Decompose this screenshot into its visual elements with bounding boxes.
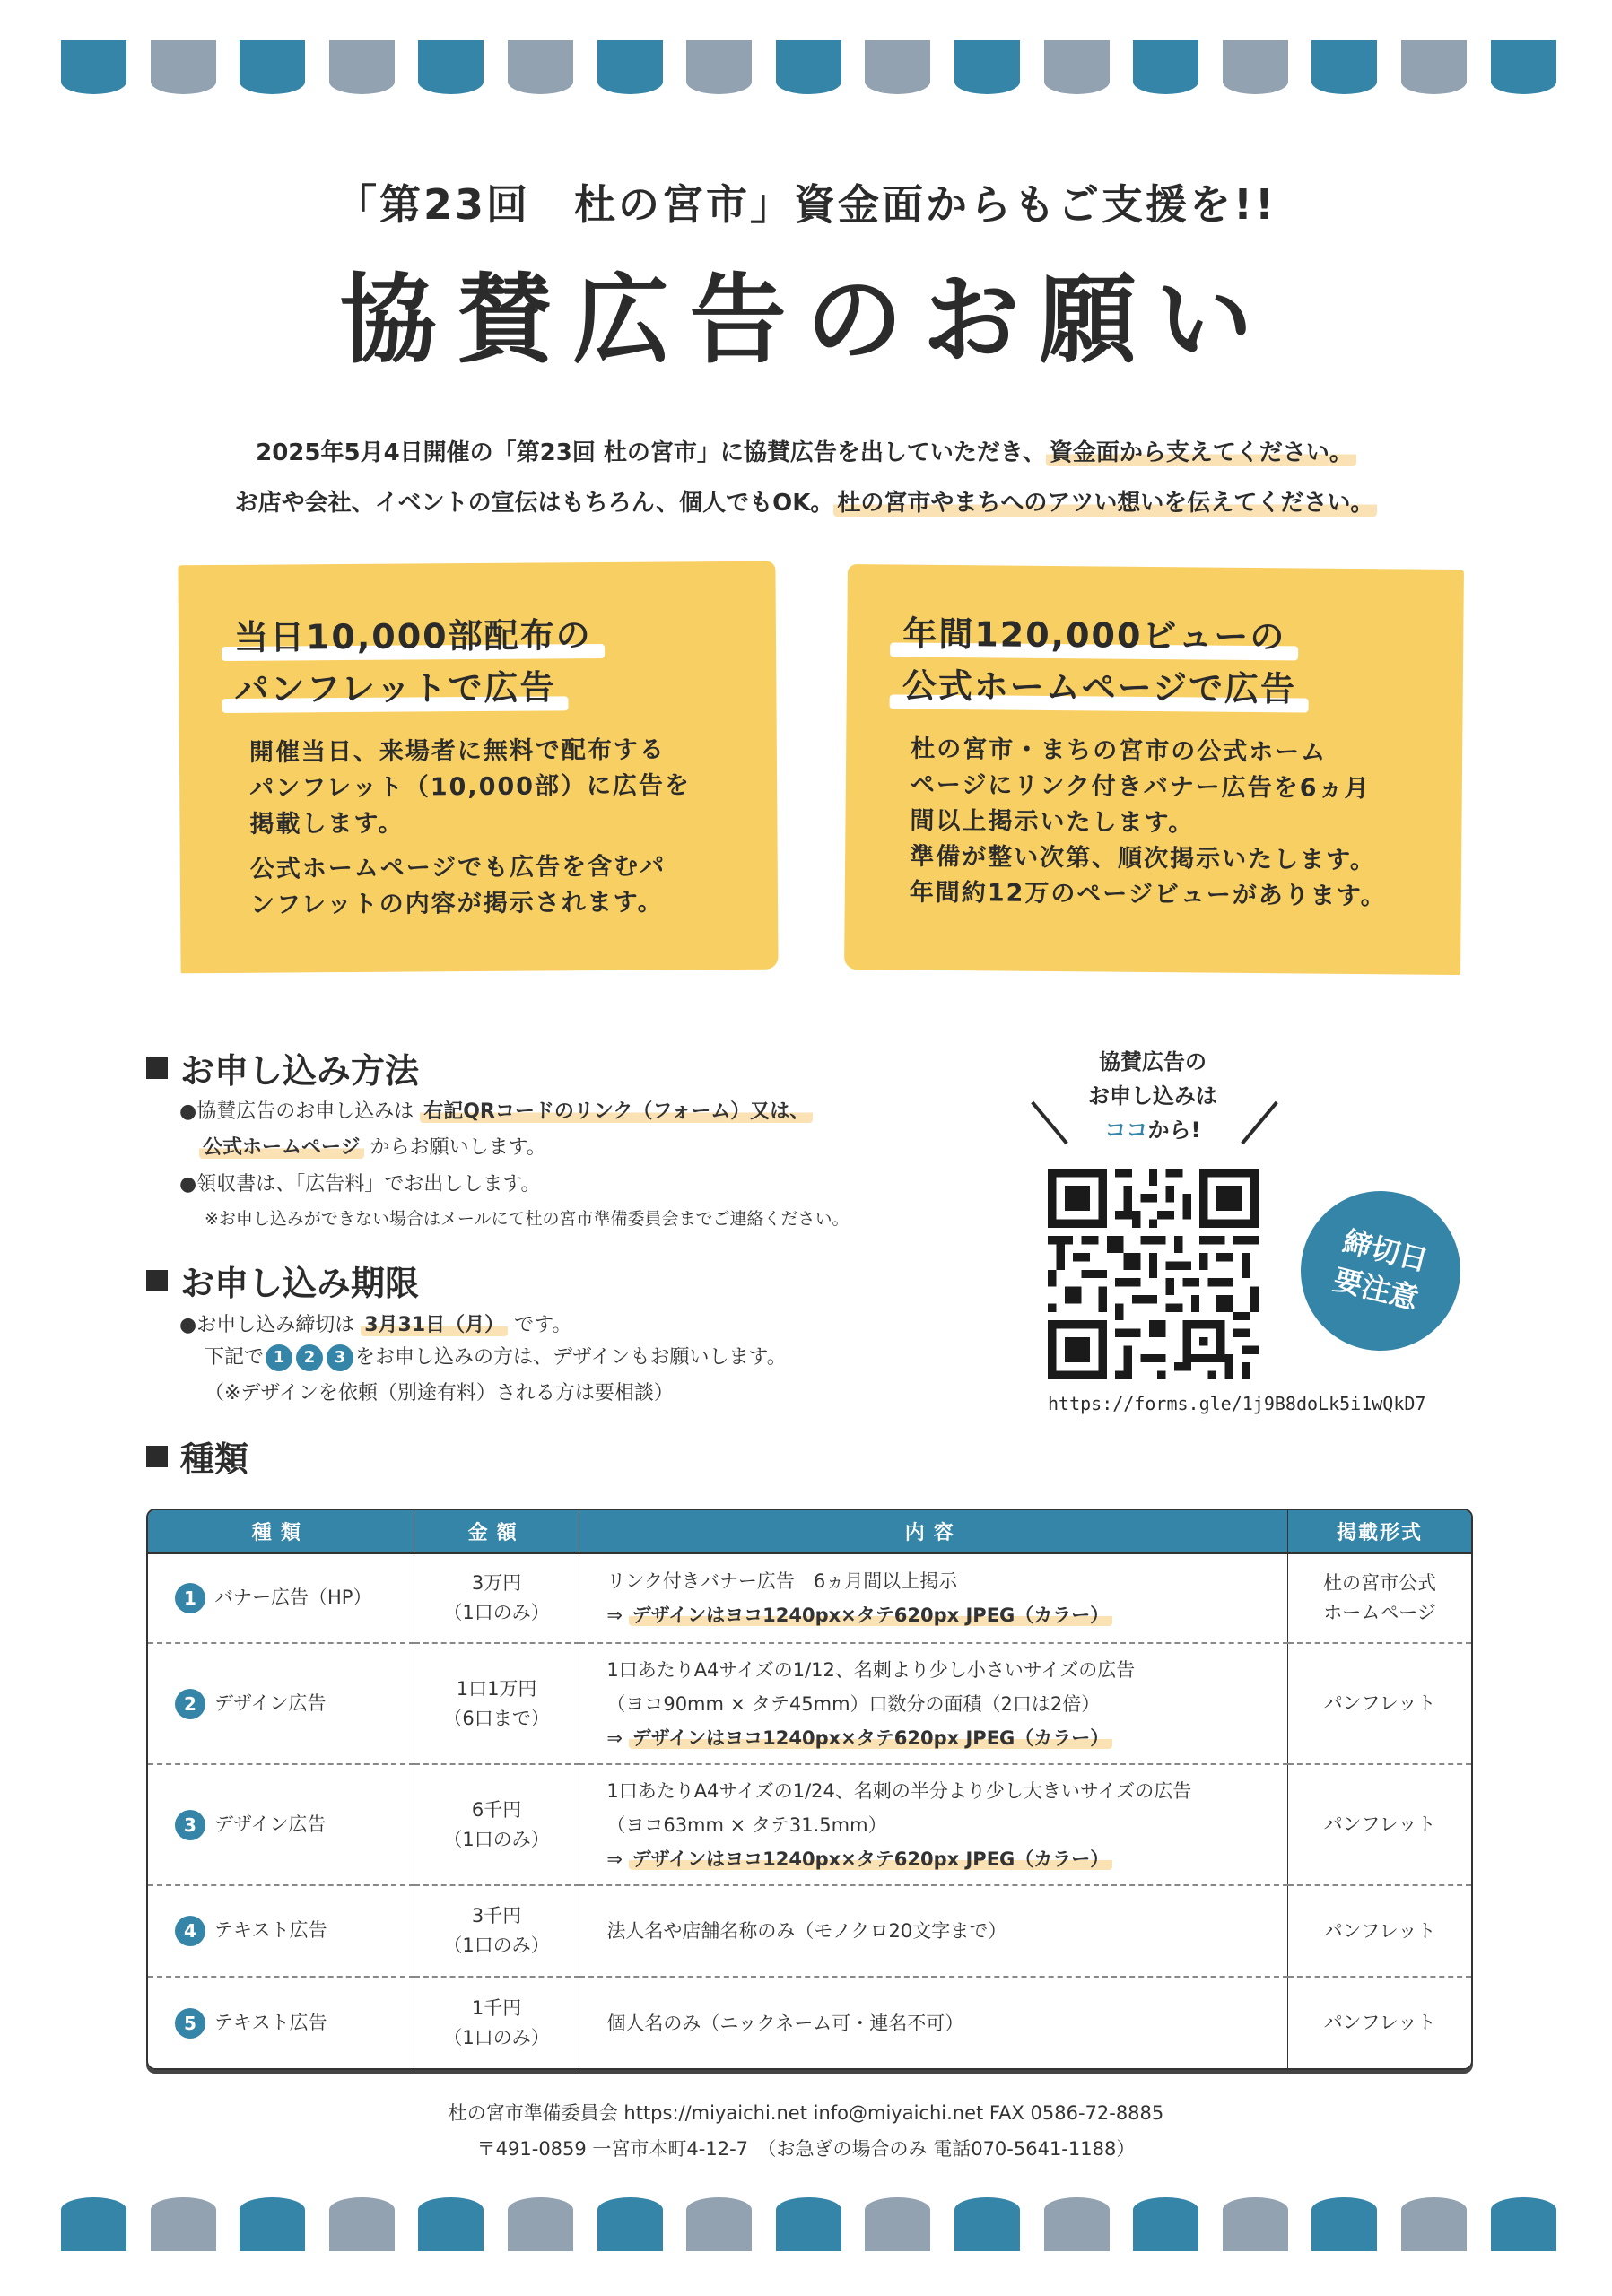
table-row: [148, 1643, 1471, 1764]
bunting-flag: [954, 40, 1020, 94]
intro-line-2-text: お店や会社、イベントの宣伝はもちろん、個人でもOK。: [234, 490, 834, 517]
bunting-flag: [1133, 40, 1198, 94]
price-cell: 3千円 （1口のみ）: [414, 1885, 579, 1977]
table-row: [148, 1764, 1471, 1885]
format-cell: パンフレット: [1288, 1643, 1471, 1764]
bunting-flag: [776, 2197, 841, 2251]
type-cell: 1 バナー広告（HP）: [148, 1553, 414, 1643]
number-2-badge: 2: [296, 1344, 323, 1371]
number-badge: 2: [175, 1689, 205, 1719]
price-cell: 1千円 （1口のみ）: [414, 1977, 579, 2068]
form-url-link[interactable]: https://forms.gle/1j9B8doLk5i1wQkD7: [1048, 1393, 1426, 1414]
intro-line-1-text: 2025年5月4日開催の「第23回 杜の宮市」に協賛広告を出していただき、: [256, 439, 1046, 466]
ad-types-table: [146, 1509, 1473, 2070]
application-bullet-1-cont: 公式ホームページ からお願いします。: [199, 1132, 546, 1160]
bunting-flag: [418, 2197, 484, 2251]
bunting-flag: [1044, 40, 1110, 94]
pamphlet-ad-card: [178, 561, 778, 974]
footer-address: 〒491-0859 一宮市本町4-12-7 （お急ぎの場合のみ 電話070-5641-1188）: [476, 2138, 1136, 2160]
homepage-card-body: 杜の宮市・まちの宮市の公式ホーム ページにリンク付きバナー広告を6ヵ月 間以上掲示いたします。 準備が整い次第、順次掲示いたします。 年間約12万のページビューがあります。: [909, 735, 1387, 911]
pamphlet-card-heading-1: 当日10,000部配布の: [234, 607, 592, 659]
deadline-bullet: ●お申し込み締切は 3月31日（月） です。: [179, 1314, 572, 1336]
square-bullet-icon: [146, 1270, 168, 1292]
intro-line-2-highlight: 杜の宮市やまちへのアツい想いを伝えてください。: [833, 490, 1377, 517]
table-header-row: [148, 1510, 1471, 1553]
bunting-flag: [1401, 40, 1467, 94]
number-badge: 3: [175, 1810, 205, 1840]
price-cell: 1口1万円 （6口まで）: [414, 1643, 579, 1764]
bunting-flag: [508, 2197, 573, 2251]
application-bullet-2: ●領収書は、「広告料」でお出しします。: [179, 1173, 541, 1196]
deadline-heading: お申し込み期限: [146, 1256, 419, 1305]
intro-line-1: [0, 434, 1612, 467]
format-cell: パンフレット: [1323, 2012, 1436, 2033]
price-cell: 3万円 （1口のみ）: [414, 1553, 579, 1643]
content-cell: 1口あたりA4サイズの1/12、名刺より少し小さいサイズの広告 （ヨコ90mm × タテ45mm）口数分の面積（2口は2倍） ⇒ デザインはヨコ1240px×タテ620px JPEG（カラー）: [579, 1643, 1288, 1764]
square-bullet-icon: [146, 1446, 168, 1467]
price-cell: 6千円 （1口のみ）: [414, 1764, 579, 1885]
bunting-flag: [1223, 2197, 1288, 2251]
bunting-flag: [776, 40, 841, 94]
bunting-flag: [1311, 40, 1377, 94]
deadline-design-note: 下記で 1 2 3 をお申し込みの方は、デザインもお願いします。: [205, 1342, 787, 1371]
bunting-flag: [61, 2197, 126, 2251]
bunting-flag: [1491, 2197, 1556, 2251]
pamphlet-card-body: 開催当日、来場者に無料で配布する パンフレット（10,000部）に広告を 掲載します。 公式ホームページでも広告を含むパ ンフレットの内容が掲示されます。: [248, 735, 692, 919]
bunting-flag: [329, 40, 395, 94]
bunting-flag: [686, 40, 752, 94]
number-badge: 4: [175, 1916, 205, 1946]
bunting-flag: [865, 2197, 930, 2251]
type-cell: 4 テキスト広告: [148, 1885, 414, 1977]
types-heading: 種類: [146, 1431, 248, 1481]
bunting-flag: [1133, 2197, 1198, 2251]
pamphlet-card-heading-2: パンフレットで広告: [234, 659, 555, 710]
bunting-flag: [1491, 40, 1556, 94]
bottom-bunting-decoration: [0, 2197, 1612, 2260]
bunting-flag: [329, 2197, 395, 2251]
number-1-badge: 1: [266, 1344, 292, 1371]
bunting-flag: [1401, 2197, 1467, 2251]
content-cell: 1口あたりA4サイズの1/24、名刺の半分より少し大きいサイズの広告 （ヨコ63mm × タテ31.5mm） ⇒ デザインはヨコ1240px×タテ620px JPEG（カラー）: [579, 1764, 1288, 1885]
bunting-flag: [1311, 2197, 1377, 2251]
number-badge: 5: [175, 2008, 205, 2039]
column-header-type: 種類: [148, 1510, 414, 1553]
bunting-flag: [597, 2197, 663, 2251]
type-cell: 5 テキスト広告: [148, 1977, 414, 2068]
type-cell: 3 デザイン広告: [148, 1764, 414, 1885]
page-title: 協賛広告のお願い: [339, 265, 1273, 377]
bunting-flag: [240, 2197, 305, 2251]
application-method-heading: お申し込み方法: [146, 1043, 419, 1092]
footer-contact: 杜の宮市準備委員会 https://miyaichi.net info@miyaichi.net FAX 0586-72-8885: [448, 2102, 1164, 2124]
application-note: ※お申し込みができない場合はメールにて杜の宮市準備委員会までご連絡ください。: [205, 1209, 850, 1229]
bunting-flag: [151, 2197, 216, 2251]
deadline-design-fee-note: （※デザインを依頼（別途有料）される方は要相談）: [205, 1382, 674, 1405]
column-header-price: 金額: [414, 1510, 579, 1553]
format-cell: パンフレット: [1288, 1885, 1471, 1977]
table-row: [148, 1885, 1471, 1977]
homepage-card-heading-1: 年間120,000ビューの: [902, 606, 1286, 659]
intro-line-1-highlight: 資金面から支えてください。: [1046, 439, 1356, 466]
content-cell: 個人名のみ（ニックネーム可・連名不可）: [579, 1977, 1288, 2068]
bunting-flag: [1223, 40, 1288, 94]
bunting-flag: [597, 40, 663, 94]
content-cell: リンク付きバナー広告 6ヵ月間以上掲示 ⇒ デザインはヨコ1240px×タテ620px JPEG（カラー）: [579, 1553, 1288, 1643]
bunting-flag: [418, 40, 484, 94]
intro-line-2: [0, 484, 1612, 517]
homepage-card-heading-2: 公式ホームページで広告: [902, 658, 1297, 711]
table-row: [148, 1977, 1471, 2068]
type-cell: 2 デザイン広告: [148, 1643, 414, 1764]
square-bullet-icon: [146, 1057, 168, 1079]
application-bullet-1: ●協賛広告のお申し込みは 右記QRコードのリンク（フォーム）又は、: [179, 1096, 813, 1124]
qr-code-icon[interactable]: [1048, 1169, 1259, 1379]
number-badge: 1: [175, 1583, 205, 1613]
subtitle: 「第23回 杜の宮市」資金面からもご支援を!!: [335, 180, 1277, 229]
bunting-flag: [686, 2197, 752, 2251]
number-3-badge: 3: [327, 1344, 353, 1371]
bunting-flag: [61, 40, 126, 94]
top-bunting-decoration: [0, 40, 1612, 103]
content-cell: 法人名や店舗名称のみ（モノクロ20文字まで）: [579, 1885, 1288, 1977]
bunting-flag: [508, 40, 573, 94]
homepage-ad-card: [844, 564, 1464, 975]
deadline-warning-badge: 締切日 要注意: [1284, 1174, 1477, 1368]
bunting-flag: [151, 40, 216, 94]
table-row: [148, 1553, 1471, 1643]
bunting-flag: [240, 40, 305, 94]
bunting-flag: [865, 40, 930, 94]
bunting-flag: [1044, 2197, 1110, 2251]
qr-caption: 協賛広告の お申し込みは ココから!: [1088, 1049, 1217, 1143]
format-cell: 杜の宮市公式 ホームページ: [1288, 1553, 1471, 1643]
column-header-format: 掲載形式: [1288, 1510, 1471, 1553]
column-header-content: 内容: [579, 1510, 1288, 1553]
bunting-flag: [954, 2197, 1020, 2251]
format-cell: パンフレット: [1288, 1764, 1471, 1885]
